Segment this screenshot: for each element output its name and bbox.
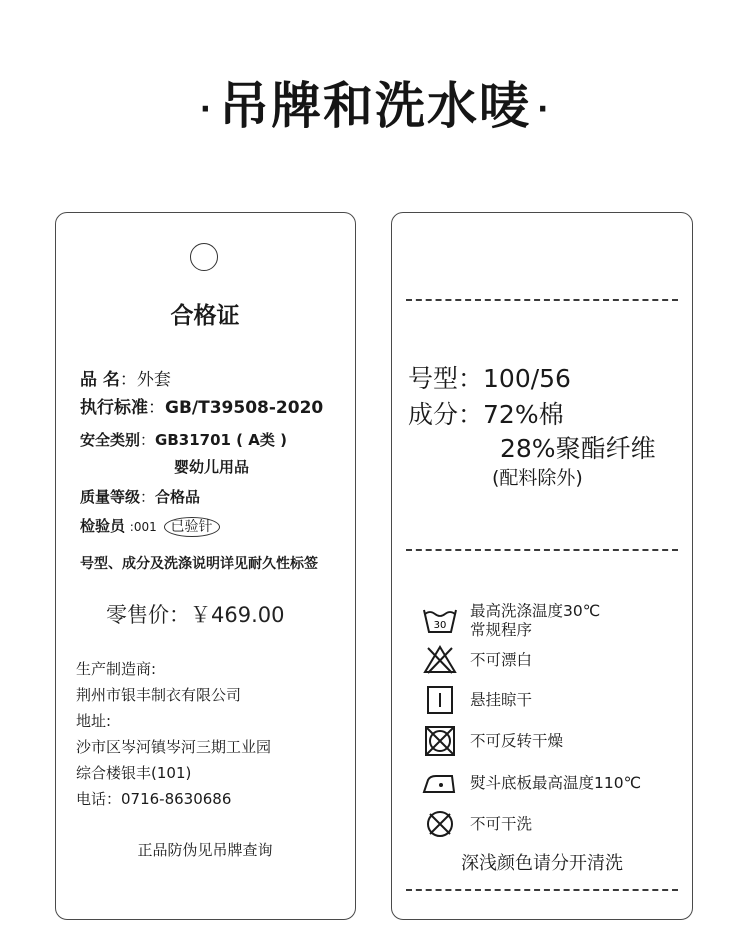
quality-value: 合格品	[155, 488, 201, 506]
care-text-line1: 不可漂白	[470, 650, 533, 669]
dashed-divider	[406, 549, 678, 551]
page-title	[0, 68, 750, 144]
standard-label: 执行标准	[80, 398, 148, 418]
care-text-line1: 悬挂晾干	[470, 690, 533, 709]
size-label: 号型：	[408, 364, 484, 393]
inspector-value: :001	[129, 520, 157, 534]
dashed-divider	[406, 889, 678, 891]
care-item	[422, 726, 563, 756]
safety-value: GB31701 ( A类 )	[155, 431, 287, 449]
hang-hole-icon	[190, 243, 218, 271]
address-line1: 沙市区岑河镇岑河三期工业园	[76, 738, 272, 756]
safety-value-2: 婴幼儿用品	[174, 458, 250, 476]
care-item	[422, 601, 600, 641]
composition-2: 28%聚酯纤维	[500, 434, 656, 463]
inspector-stamp: 已验针	[164, 517, 220, 537]
composition-label: 成分：	[408, 400, 484, 429]
title-dot-left: ·	[199, 91, 213, 127]
label-note: 号型、成分及洗涤说明详见耐久性标签	[80, 556, 318, 572]
price-label: 零售价：	[106, 603, 190, 627]
care-text-line2: 常规程序	[470, 621, 533, 639]
title-dot-right: ·	[537, 91, 551, 127]
no-dry-clean-icon	[422, 809, 458, 839]
care-text-line1: 不可干洗	[470, 814, 533, 833]
care-item	[422, 645, 532, 675]
iron-low-icon	[422, 768, 458, 798]
price-row	[106, 599, 284, 629]
quality-row: 质量等级：合格品	[80, 488, 201, 506]
composition-note: (配料除外)	[492, 467, 583, 489]
phone: 电话：0716-8630686	[76, 790, 232, 808]
dashed-divider	[406, 299, 678, 301]
safety-label: 安全类别	[80, 431, 141, 449]
product-name-value: 外套	[136, 370, 171, 390]
wash-temperature-text: 30	[433, 620, 447, 631]
inspector-row	[80, 515, 220, 537]
care-item	[422, 685, 532, 715]
size-row	[408, 359, 571, 395]
certificate-title: 合格证	[170, 303, 240, 329]
product-name-row: 品 名：外套	[80, 370, 171, 390]
standard-row: 执行标准：GB/T39508-2020	[80, 398, 324, 418]
product-name-label: 品 名	[80, 370, 120, 390]
address-label: 地址:	[76, 712, 112, 730]
wash-30-icon	[422, 606, 458, 636]
no-bleach-icon	[422, 645, 458, 675]
hang-tag-card	[55, 212, 356, 920]
care-item	[422, 809, 532, 839]
care-text-line1: 不可反转干燥	[470, 731, 564, 750]
care-text-line1: 最高洗涤温度30℃	[470, 602, 601, 620]
inspector-label: 检验员	[80, 517, 126, 535]
wash-label-footer: 深浅颜色请分开清洗	[461, 853, 623, 874]
no-tumble-dry-icon	[422, 726, 458, 756]
maker-label: 生产制造商:	[76, 660, 157, 678]
price-value: ￥469.00	[190, 603, 285, 627]
safety-row: 安全类别：GB31701 ( A类 )	[80, 431, 287, 449]
wash-label-card	[391, 212, 693, 920]
page-title-text: 吊牌和洗水唛	[219, 77, 531, 135]
care-text-line1: 熨斗底板最高温度110℃	[470, 773, 641, 792]
address-line2: 综合楼银丰(101)	[76, 764, 192, 782]
standard-value: GB/T39508-2020	[165, 398, 324, 418]
size-value: 100/56	[483, 364, 571, 393]
composition-row	[408, 395, 564, 431]
maker-value: 荆州市银丰制衣有限公司	[76, 686, 242, 704]
care-item	[422, 768, 641, 798]
line-dry-icon	[422, 685, 458, 715]
composition-1: 72%棉	[483, 400, 564, 429]
hang-tag-footer: 正品防伪见吊牌查询	[137, 841, 273, 859]
quality-label: 质量等级	[80, 488, 141, 506]
